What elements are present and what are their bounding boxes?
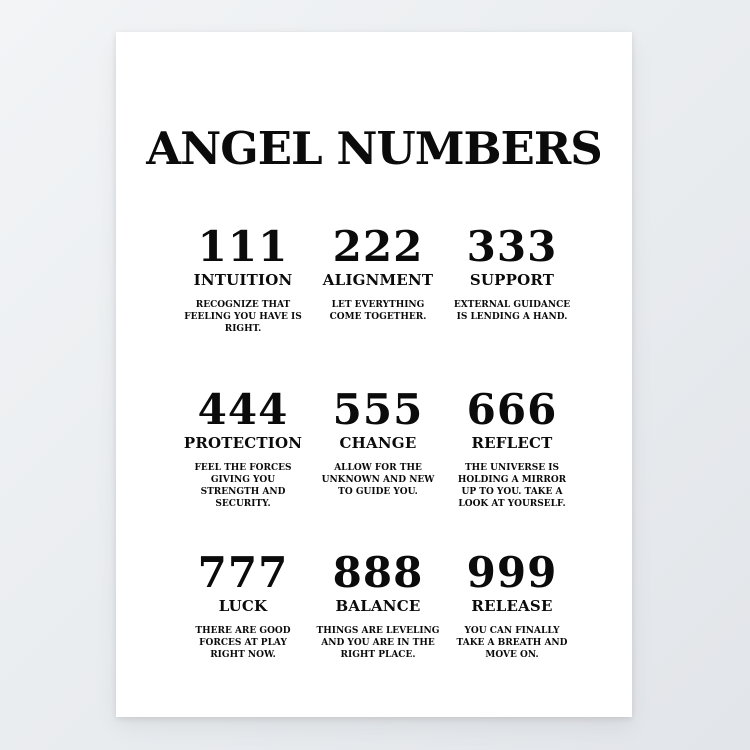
angel-number-description: FEEL THE FORCES GIVING YOU STRENGTH AND SECURITY. [194,463,292,509]
angel-number-meaning: BALANCE [335,597,421,615]
angel-number: 777 [197,548,289,597]
angel-number-description: EXTERNAL GUIDANCE IS LENDING A HAND. [453,300,571,322]
angel-number: 222 [332,222,424,271]
angel-number-description: YOU CAN FINALLY TAKE A BREATH AND MOVE ON. [456,626,568,660]
angel-number-description: THINGS ARE LEVELING AND YOU ARE IN THE RIGHT PLACE. [316,626,440,660]
angel-number-card [432,222,592,323]
angel-number-meaning: CHANGE [339,434,417,452]
angel-number-card [432,385,592,510]
poster [116,32,632,717]
angel-number: 111 [197,222,289,271]
angel-number-description: THE UNIVERSE IS HOLDING A MIRROR UP TO YOU. TAKE A LOOK AT YOURSELF. [457,463,567,509]
angel-number: 888 [332,548,424,597]
angel-number-card [432,548,592,661]
poster-title: ANGEL NUMBERS [146,122,602,175]
angel-number-description: ALLOW FOR THE UNKNOWN AND NEW TO GUIDE YOU. [321,463,435,497]
angel-number: 444 [197,385,289,434]
angel-number: 555 [332,385,424,434]
angel-number-meaning: PROTECTION [183,434,303,452]
angel-number: 333 [466,222,558,271]
angel-number-meaning: LUCK [218,597,268,615]
angel-number: 999 [466,548,558,597]
angel-number-meaning: REFLECT [471,434,553,452]
angel-number-description: LET EVERYTHING COME TOGETHER. [329,300,427,322]
angel-number-meaning: RELEASE [471,597,553,615]
angel-number-meaning: ALIGNMENT [322,271,434,289]
angel-number-meaning: SUPPORT [469,271,555,289]
angel-number-description: THERE ARE GOOD FORCES AT PLAY RIGHT NOW. [195,626,291,660]
angel-number: 666 [466,385,558,434]
angel-number-description: RECOGNIZE THAT FEELING YOU HAVE IS RIGHT. [184,300,302,334]
angel-number-meaning: INTUITION [193,271,293,289]
